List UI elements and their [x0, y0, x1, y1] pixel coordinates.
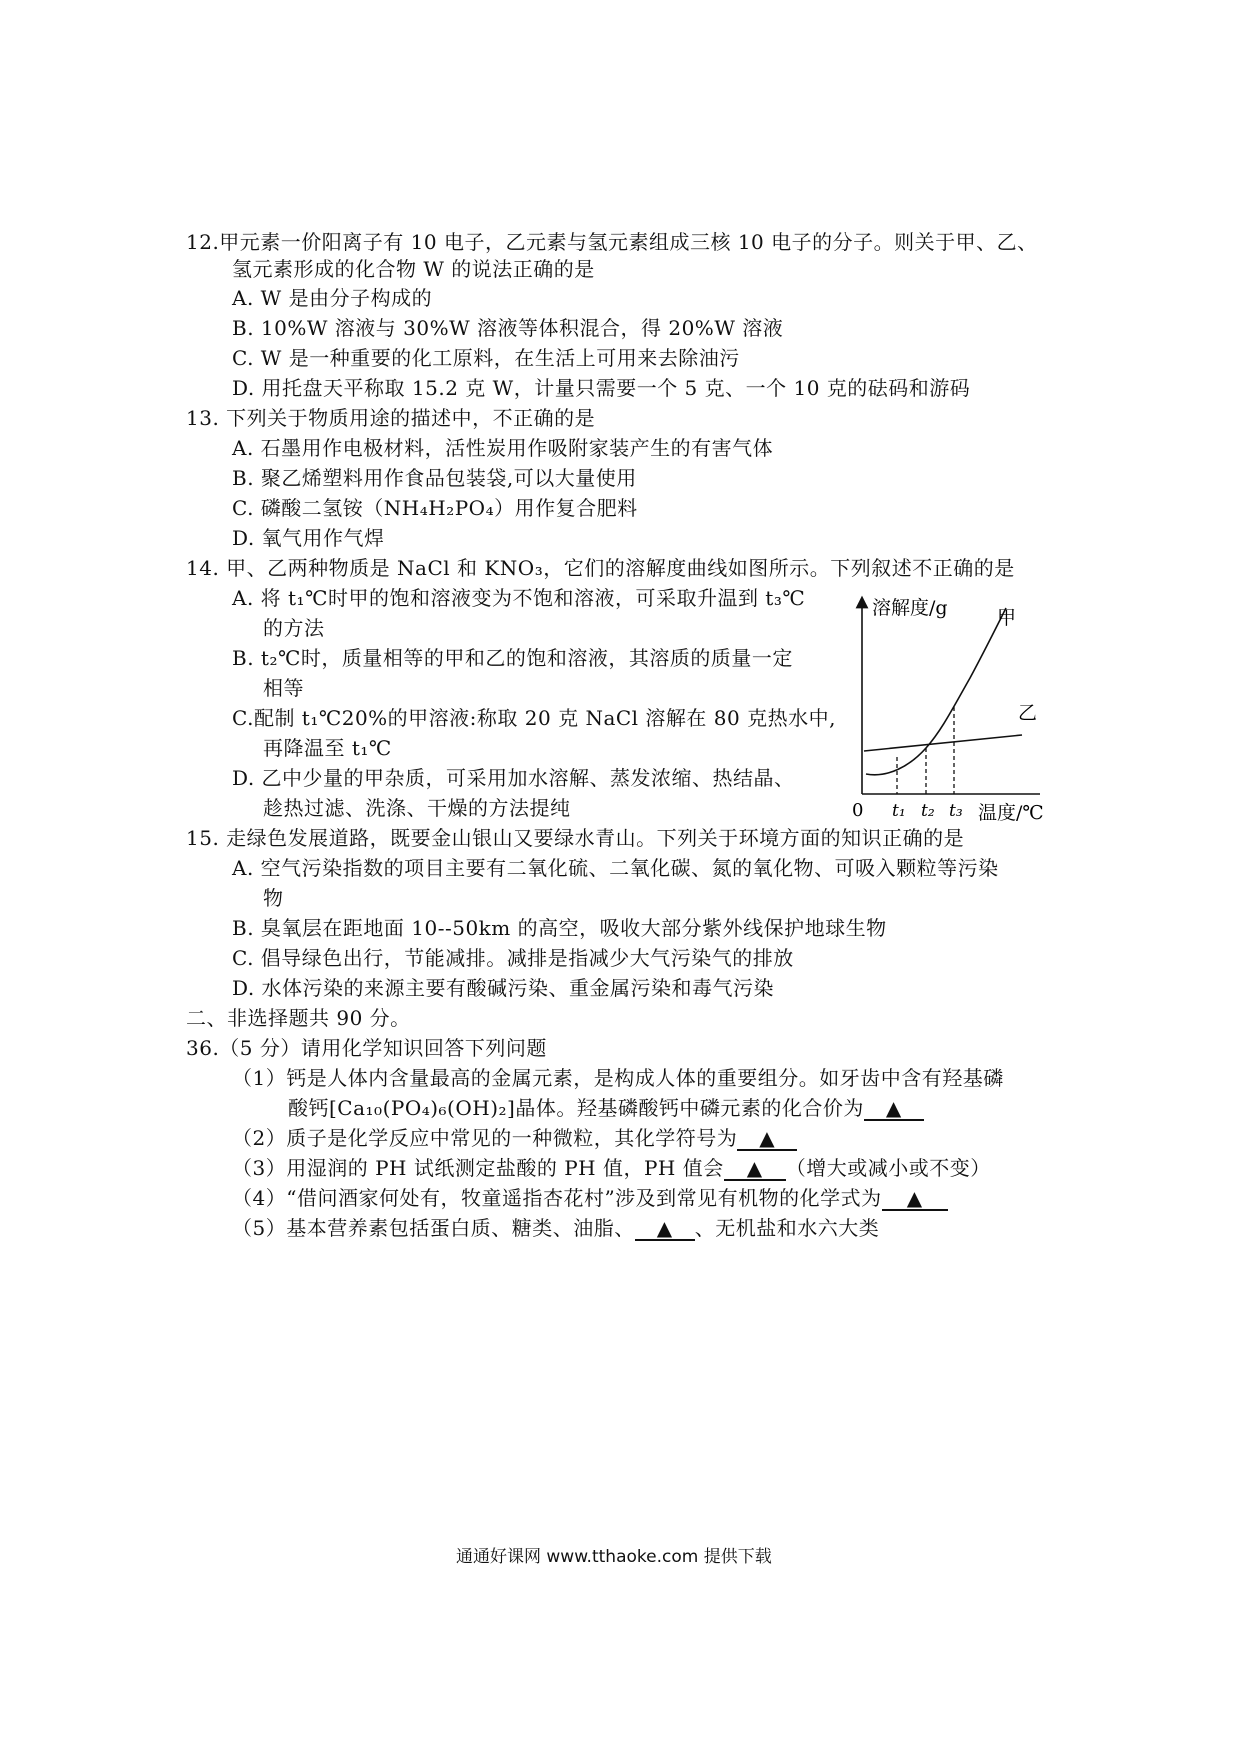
- footer-watermark: 通通好课网 www.tthaoke.com 提供下载: [456, 1547, 772, 1567]
- q36-part5-tail: 、无机盐和水六大类: [694, 1216, 880, 1240]
- x-axis-label: 温度/℃: [978, 802, 1044, 823]
- solubility-chart: [850, 588, 1060, 823]
- q15-option-c: C. 倡导绿色出行，节能减排。减排是指减少大气污染气的排放: [232, 946, 794, 970]
- q12-option-d: D. 用托盘天平称取 15.2 克 W，计量只需要一个 5 克、一个 10 克的砝码和游码: [232, 376, 971, 400]
- q14-option-a-line1: A. 将 t₁℃时甲的饱和溶液变为不饱和溶液，可采取升温到 t₃℃: [232, 586, 806, 610]
- series-jia-label: 甲: [997, 607, 1017, 629]
- x-tick-label-2: t₂: [921, 801, 935, 821]
- q13-option-c: C. 磷酸二氢铵（NH₄H₂PO₄）用作复合肥料: [232, 496, 638, 520]
- q13-stem: 13. 下列关于物质用途的描述中，不正确的是: [186, 406, 596, 430]
- q12-option-b: B. 10%W 溶液与 30%W 溶液等体积混合，得 20%W 溶液: [232, 316, 784, 340]
- q15-option-d: D. 水体污染的来源主要有酸碱污染、重金属污染和毒气污染: [232, 976, 775, 1000]
- answer-blank-3[interactable]: ▲: [724, 1157, 786, 1181]
- q12-stem-line2: 氢元素形成的化合物 W 的说法正确的是: [232, 257, 595, 281]
- q15-option-a-line2: 物: [263, 886, 284, 910]
- q36-part3-hint: （增大或减小或不变）: [785, 1156, 991, 1180]
- q14-stem: 14. 甲、乙两种物质是 NaCl 和 KNO₃，它们的溶解度曲线如图所示。下列叙述不正确的是: [186, 556, 1015, 580]
- answer-blank-1[interactable]: ▲: [864, 1097, 924, 1121]
- q36-part5-text: （5）基本营养素包括蛋白质、糖类、油脂、: [232, 1216, 635, 1240]
- y-axis-label: 溶解度/g: [872, 597, 948, 619]
- series-yi-line: [864, 735, 1022, 751]
- q36-part2-text: （2）质子是化学反应中常见的一种微粒，其化学符号为: [232, 1126, 738, 1150]
- q36-part1-line1: （1）钙是人体内含量最高的金属元素，是构成人体的重要组分。如牙齿中含有羟基磷: [232, 1066, 1004, 1090]
- q36-part3-text: （3）用湿润的 PH 试纸测定盐酸的 PH 值，PH 值会: [232, 1156, 724, 1180]
- x-tick-label-1: t₁: [892, 801, 906, 821]
- q15-stem: 15. 走绿色发展道路，既要金山银山又要绿水青山。下列关于环境方面的知识正确的是: [186, 826, 965, 850]
- q15-option-a-line1: A. 空气污染指数的项目主要有二氧化硫、二氧化碳、氮的氧化物、可吸入颗粒等污染: [232, 856, 999, 880]
- q36-part1-line2: [288, 1093, 924, 1123]
- q12-stem-line1: 12.甲元素一价阳离子有 10 电子，乙元素与氢元素组成三核 10 电子的分子。则关于甲、乙、: [186, 230, 1038, 254]
- q36-part4: [232, 1183, 948, 1213]
- q15-option-b: B. 臭氧层在距地面 10--50km 的高空，吸收大部分紫外线保护地球生物: [232, 916, 887, 940]
- series-yi-label: 乙: [1018, 702, 1038, 724]
- q36-part2: [232, 1123, 797, 1153]
- q12-option-a: A. W 是由分子构成的: [232, 286, 433, 310]
- q14-option-c-line2: 再降温至 t₁℃: [263, 736, 392, 760]
- q12-option-c: C. W 是一种重要的化工原料，在生活上可用来去除油污: [232, 346, 740, 370]
- q36-part5: [232, 1213, 879, 1243]
- q14-option-d-line2: 趁热过滤、洗涤、干燥的方法提纯: [263, 796, 571, 820]
- origin-label: 0: [852, 800, 864, 821]
- q14-option-a-line2: 的方法: [263, 616, 325, 640]
- x-tick-label-3: t₃: [949, 801, 963, 821]
- q14-option-b-line1: B. t₂℃时，质量相等的甲和乙的饱和溶液，其溶质的质量一定: [232, 646, 793, 670]
- q36-part3: [232, 1153, 991, 1183]
- q14-option-b-line2: 相等: [263, 676, 304, 700]
- q13-option-b: B. 聚乙烯塑料用作食品包装袋,可以大量使用: [232, 466, 637, 490]
- q36-part1-text: 酸钙[Ca₁₀(PO₄)₆(OH)₂]晶体。羟基磷酸钙中磷元素的化合价为: [288, 1096, 864, 1120]
- q36-part4-text: （4）“借问酒家何处有，牧童遥指杏花村”涉及到常见有机物的化学式为: [232, 1186, 882, 1210]
- q13-option-d: D. 氧气用作气焊: [232, 526, 385, 550]
- section2-heading: 二、非选择题共 90 分。: [186, 1006, 411, 1030]
- answer-blank-5[interactable]: ▲: [635, 1217, 695, 1241]
- series-jia-curve: [866, 608, 1006, 775]
- q13-option-a: A. 石墨用作电极材料，活性炭用作吸附家装产生的有害气体: [232, 436, 774, 460]
- answer-blank-2[interactable]: ▲: [737, 1127, 797, 1151]
- q14-option-d-line1: D. 乙中少量的甲杂质，可采用加水溶解、蒸发浓缩、热结晶、: [232, 766, 795, 790]
- q36-stem: 36.（5 分）请用化学知识回答下列问题: [186, 1036, 547, 1060]
- q14-option-c-line1: C.配制 t₁℃20%的甲溶液:称取 20 克 NaCl 溶解在 80 克热水中,: [232, 706, 836, 730]
- answer-blank-4[interactable]: ▲: [882, 1187, 948, 1211]
